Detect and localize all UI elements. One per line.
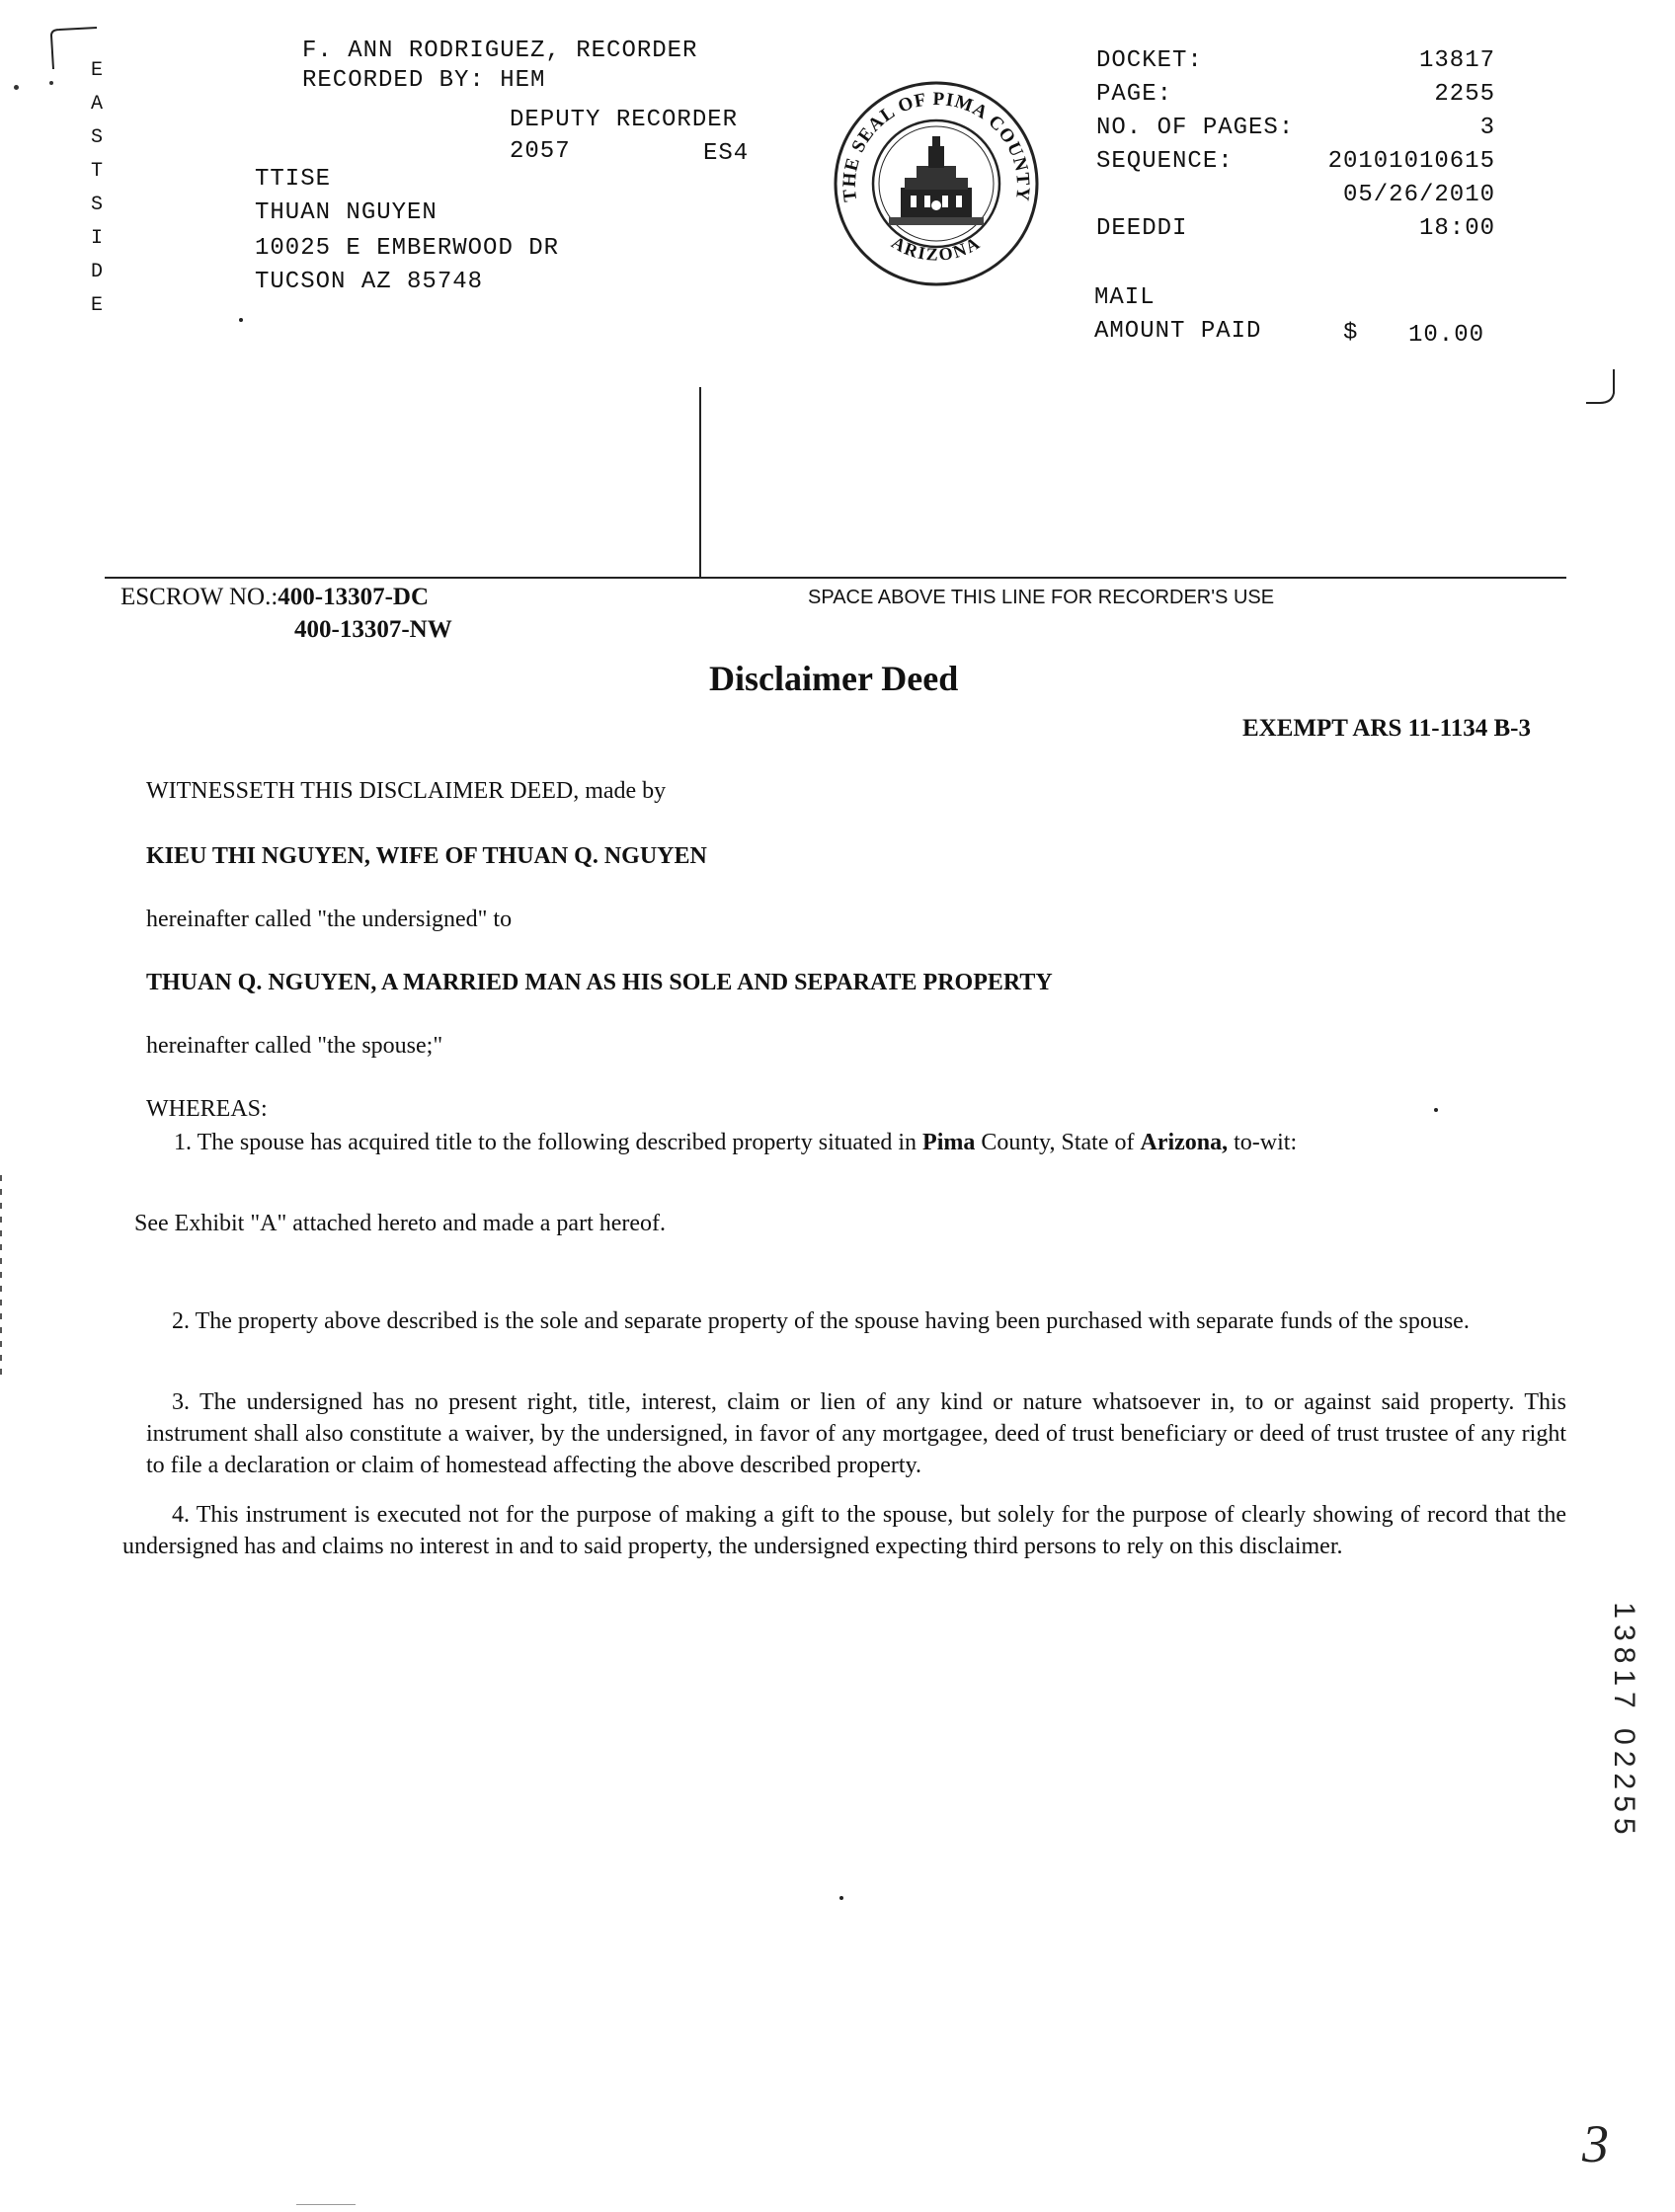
item-4: 4. This instrument is executed not for the purpose of making a gift to the spouse, but solely for the purpose of clearly showing of record that the undersigned has and claims no interest in and to said property, the undersigned expecting third persons to rely on this disclaimer. (122, 1502, 1566, 1559)
eastside-vertical-label (85, 59, 109, 328)
item-2: 2. The property above described is the sole and separate property of the spouse having been purchased with separate funds of the spouse. (172, 1308, 1470, 1334)
document-type: DEEDDI (1096, 215, 1188, 242)
escrow-number-2: 400-13307-NW (294, 616, 452, 643)
whereas-heading: WHEREAS: (146, 1096, 268, 1122)
page-value: 2255 (1434, 81, 1495, 108)
recorder-code-2: ES4 (703, 140, 750, 167)
item-1-text: 1. The spouse has acquired title to the following described property situated in (174, 1130, 923, 1155)
amount-label: AMOUNT PAID (1094, 318, 1262, 345)
amount-currency: $ (1343, 320, 1359, 347)
grantor-name: KIEU THI NGUYEN, WIFE OF THUAN Q. NGUYEN (146, 843, 707, 869)
pima-county-seal (832, 79, 1041, 288)
docket-label: DOCKET: (1096, 47, 1203, 74)
sequence-label: SEQUENCE: (1096, 148, 1234, 175)
amount-value: 10.00 (1408, 322, 1485, 349)
docket-value: 13817 (1418, 47, 1495, 74)
mail-to-street: 10025 E EMBERWOOD DR (255, 235, 560, 262)
recorder-box-divider (699, 387, 701, 577)
scan-speck (14, 85, 19, 90)
scan-edge-artifact (296, 2204, 356, 2205)
scan-speck (49, 81, 53, 85)
svg-text:ARIZONA (888, 232, 984, 265)
recorder-use-note: SPACE ABOVE THIS LINE FOR RECORDER'S USE (808, 587, 1275, 608)
pages-value: 3 (1479, 115, 1495, 141)
exhibit-reference: See Exhibit "A" attached hereto and made a part hereof. (134, 1211, 667, 1236)
spouse-clause: hereinafter called "the spouse;" (146, 1033, 443, 1059)
scan-speck (1434, 1108, 1438, 1112)
handwritten-page-number: 3 (1582, 2114, 1609, 2173)
record-date: 05/26/2010 (1342, 182, 1495, 208)
eastside-letter: E (90, 59, 103, 82)
docket-page-stamp: 13817 02255 (1608, 1602, 1640, 1841)
recording-info (1096, 47, 1495, 249)
docket-page-stamp-container (1594, 1586, 1653, 1853)
mail-to-line: TTISE (255, 166, 332, 193)
scan-speck (839, 1896, 843, 1900)
mail-to-city: TUCSON AZ 85748 (255, 269, 484, 295)
eastside-letter: A (90, 93, 103, 116)
scan-speck (239, 318, 243, 322)
page-label: PAGE: (1096, 81, 1173, 108)
seal-top-text: THE SEAL OF PIMA COUNTY (838, 88, 1034, 203)
mail-label: MAIL (1094, 284, 1156, 311)
escrow-number (120, 584, 429, 611)
scan-edge-artifact (0, 1175, 2, 1382)
recorder-use-line (105, 577, 1566, 579)
eastside-letter: E (90, 294, 103, 317)
eastside-letter: S (90, 126, 103, 149)
mail-to-name: THUAN NGUYEN (255, 199, 438, 226)
recorder-name: F. ANN RODRIGUEZ, RECORDER (302, 38, 698, 64)
witness-clause: WITNESSETH THIS DISCLAIMER DEED, made by (146, 778, 667, 804)
deputy-recorder: DEPUTY RECORDER (510, 107, 739, 133)
eastside-letter: T (90, 160, 103, 183)
eastside-letter: I (90, 227, 103, 250)
recorded-by: RECORDED BY: HEM (302, 67, 546, 94)
item-1-county: Pima (922, 1130, 976, 1155)
undersigned-clause: hereinafter called "the undersigned" to (146, 907, 513, 932)
recorder-code: 2057 (510, 138, 571, 165)
sequence-value: 20101010615 (1327, 148, 1495, 175)
record-time: 18:00 (1418, 215, 1495, 242)
item-1-text-2: County, State of (975, 1130, 1141, 1155)
seal-bottom-text: ARIZONA (888, 232, 985, 265)
eastside-letter: S (90, 194, 103, 216)
escrow-label: ESCROW NO.: (120, 584, 279, 610)
escrow-number-1: 400-13307-DC (278, 584, 430, 610)
pages-label: NO. OF PAGES: (1096, 115, 1295, 141)
item-1-text-3: to-wit: (1228, 1130, 1298, 1155)
exempt-notice: EXEMPT ARS 11-1134 B-3 (1242, 715, 1531, 742)
document-title: Disclaimer Deed (709, 659, 959, 698)
grantee-name: THUAN Q. NGUYEN, A MARRIED MAN AS HIS SOLE AND SEPARATE PROPERTY (146, 970, 1053, 995)
corner-mark-right (1580, 363, 1630, 413)
item-1 (174, 1130, 1297, 1156)
item-3: 3. The undersigned has no present right, title, interest, claim or lien of any kind or nature whatsoever in, to or against said property. This instrument shall also constitute a waiver, by the undersigned, in favor of any mortgagee, deed of trust beneficiary or deed of trust trustee of any right to file a declaration or claim of homestead affecting the above described property. (146, 1389, 1566, 1478)
item-1-state: Arizona, (1140, 1130, 1229, 1155)
eastside-letter: D (90, 261, 103, 283)
